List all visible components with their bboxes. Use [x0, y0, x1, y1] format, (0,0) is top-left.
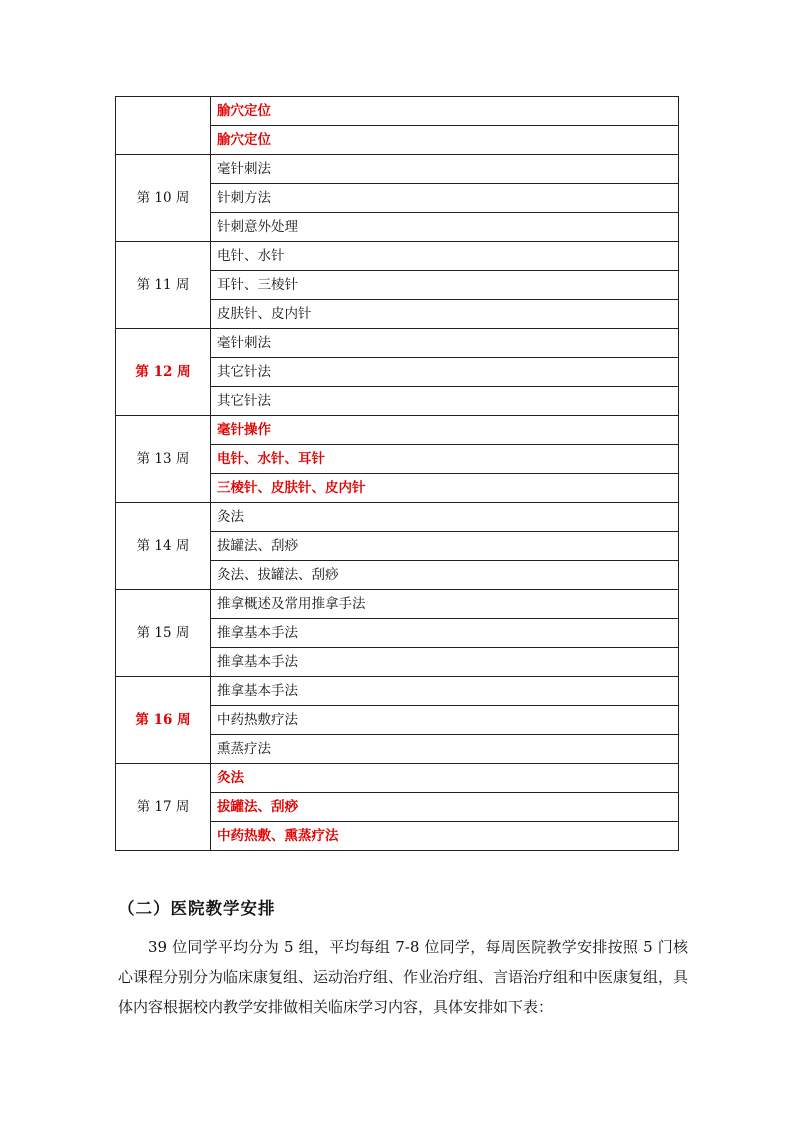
week-cell	[116, 97, 211, 155]
topic-cell: 推拿概述及常用推拿手法	[211, 590, 679, 619]
table-row	[116, 503, 679, 532]
topic-cell: 拔罐法、刮痧	[211, 793, 679, 822]
schedule-table	[115, 96, 679, 851]
topic-cell: 电针、水针	[211, 242, 679, 271]
topic-cell: 三棱针、皮肤针、皮内针	[211, 474, 679, 503]
week-cell: 第 10 周	[116, 155, 211, 242]
topic-cell: 腧穴定位	[211, 97, 679, 126]
topic-cell: 熏蒸疗法	[211, 735, 679, 764]
table-row	[116, 677, 679, 706]
topic-cell: 针刺意外处理	[211, 213, 679, 242]
topic-cell: 灸法	[211, 764, 679, 793]
topic-cell: 推拿基本手法	[211, 619, 679, 648]
topic-cell: 电针、水针、耳针	[211, 445, 679, 474]
week-cell: 第 13 周	[116, 416, 211, 503]
topic-cell: 耳针、三棱针	[211, 271, 679, 300]
table-row	[116, 590, 679, 619]
topic-cell: 灸法	[211, 503, 679, 532]
topic-cell: 毫针操作	[211, 416, 679, 445]
topic-cell: 腧穴定位	[211, 126, 679, 155]
topic-cell: 毫针刺法	[211, 155, 679, 184]
topic-cell: 灸法、拔罐法、刮痧	[211, 561, 679, 590]
table-row	[116, 416, 679, 445]
topic-cell: 推拿基本手法	[211, 648, 679, 677]
topic-cell: 中药热敷疗法	[211, 706, 679, 735]
week-cell: 第 17 周	[116, 764, 211, 851]
topic-cell: 中药热敷、熏蒸疗法	[211, 822, 679, 851]
week-cell: 第 11 周	[116, 242, 211, 329]
topic-cell: 其它针法	[211, 387, 679, 416]
week-cell: 第 15 周	[116, 590, 211, 677]
table-row	[116, 764, 679, 793]
section-heading: （二）医院教学安排	[118, 899, 276, 918]
table-row	[116, 97, 679, 126]
table-row	[116, 155, 679, 184]
week-cell: 第 16 周	[116, 677, 211, 764]
section-paragraph: 39 位同学平均分为 5 组，平均每组 7-8 位同学，每周医院教学安排按照 5 门核心课程分别分为临床康复组、运动治疗组、作业治疗组、言语治疗组和中医康复组，具体内容根据校内教学安排做相关临床学习内容，具体安排如下表：	[118, 938, 689, 1016]
topic-cell: 皮肤针、皮内针	[211, 300, 679, 329]
table-row	[116, 329, 679, 358]
topic-cell: 推拿基本手法	[211, 677, 679, 706]
week-cell: 第 14 周	[116, 503, 211, 590]
topic-cell: 其它针法	[211, 358, 679, 387]
topic-cell: 针刺方法	[211, 184, 679, 213]
table-row	[116, 242, 679, 271]
topic-cell: 拔罐法、刮痧	[211, 532, 679, 561]
week-cell: 第 12 周	[116, 329, 211, 416]
topic-cell: 毫针刺法	[211, 329, 679, 358]
